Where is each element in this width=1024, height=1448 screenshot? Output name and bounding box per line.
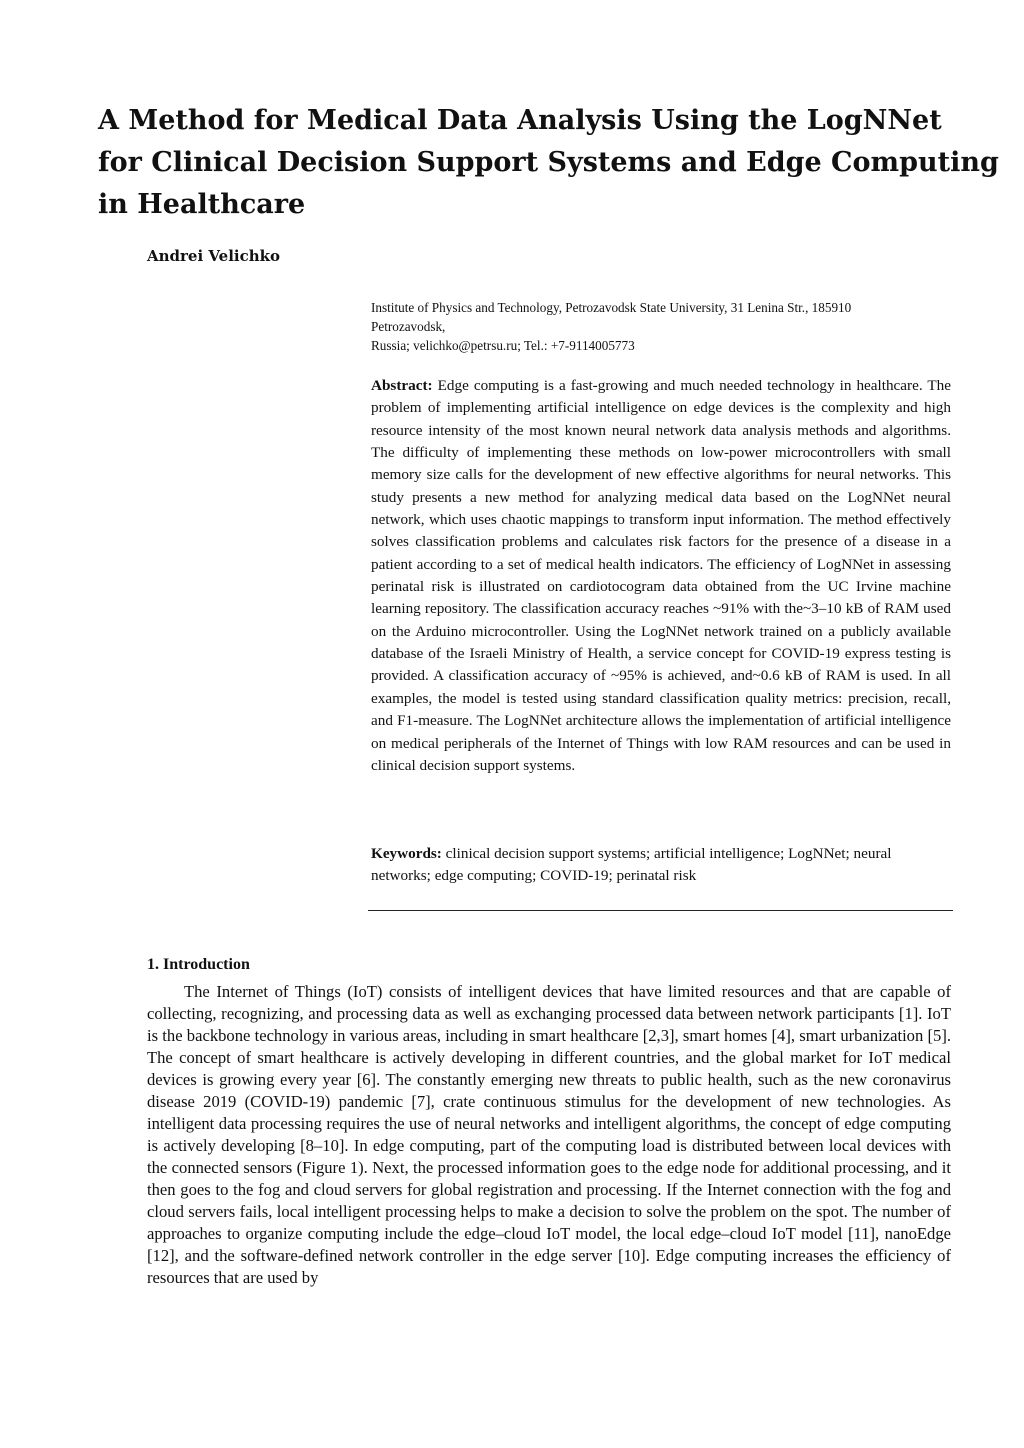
title-line: in Healthcare bbox=[98, 189, 306, 220]
introduction-paragraph: The Internet of Things (IoT) consists of intelligent devices that have limited resources and that are capable of collecting, recognizing, and processing data as well as exchanging processed data between network participants [1]. IoT is the backbone technology in various areas, including in smart healthcare [2,3], smart homes [4], smart urbanization [5]. The concept of smart healthcare is actively developing in different countries, and the global market for IoT medical devices is growing every year [6]. The constantly emerging new threats to public health, such as the new coronavirus disease 2019 (COVID-19) pandemic [7], crate continuous stimulus for the development of new technologies. As intelligent data processing requires the use of neural networks and intelligent algorithms, the concept of edge computing is actively developing [8–10]. In edge computing, part of the computing load is distributed between local devices with the connected sensors (Figure 1). Next, the processed information goes to the edge node for additional processing, and it then goes to the fog and cloud servers for global registration and processing. If the Internet connection with the fog and cloud servers fails, local intelligent processing helps to make a decision to solve the problem on the spot. The number of approaches to organize computing include the edge–cloud IoT model, the local edge–cloud IoT model [11], nanoEdge [12], and the software-defined network controller in the edge server [10]. Edge computing increases the efficiency of resources that are used by bbox=[147, 982, 951, 1287]
affiliation-line: Petrozavodsk, bbox=[371, 319, 446, 334]
affiliation-line: Institute of Physics and Technology, Petrozavodsk State University, 31 Lenina Str., 185910 bbox=[371, 300, 852, 315]
affiliation bbox=[371, 298, 951, 355]
section-heading-introduction: 1. Introduction bbox=[147, 956, 250, 973]
keywords-text: clinical decision support systems; artificial intelligence; LogNNet; neural networks; edge computing; COVID-19; perinatal risk bbox=[371, 845, 892, 885]
title-line: A Method for Medical Data Analysis Using the LogNNet bbox=[98, 105, 942, 136]
keywords bbox=[371, 843, 951, 888]
abstract-label: Abstract: bbox=[371, 377, 433, 394]
title-line: for Clinical Decision Support Systems and Edge Computing bbox=[98, 147, 999, 178]
section-divider bbox=[368, 910, 953, 911]
author-name: Andrei Velichko bbox=[147, 247, 281, 265]
abstract-text: Edge computing is a fast-growing and much needed technology in healthcare. The problem of implementing artificial intelligence on edge devices is the complexity and high resource intensity of the most known neural network data analysis methods and algorithms. The difficulty of implementing these methods on low-power microcontrollers with small memory size calls for the development of new effective algorithms for neural networks. This study presents a new method for analyzing medical data based on the LogNNet neural network, which uses chaotic mappings to transform input information. The method effectively solves classification problems and calculates risk factors for the presence of a disease in a patient according to a set of medical health indicators. The efficiency of LogNNet in assessing perinatal risk is illustrated on cardiotocogram data obtained from the UC Irvine machine learning repository. The classification accuracy reaches ~91% with the~3–10 kB of RAM used on the Arduino microcontroller. Using the LogNNet network trained on a publicly available database of the Israeli Ministry of Health, a service concept for COVID-19 express testing is provided. A classification accuracy of ~95% is achieved, and~0.6 kB of RAM is used. In all examples, the model is tested using standard classification quality metrics: precision, recall, and F1-measure. The LogNNet architecture allows the implementation of artificial intelligence on medical peripherals of the Internet of Things with low RAM resources and can be used in clinical decision support systems. bbox=[371, 377, 951, 774]
keywords-label: Keywords: bbox=[371, 845, 442, 862]
affiliation-line: Russia; velichko@petrsu.ru; Tel.: +7-9114005773 bbox=[371, 338, 635, 353]
paper-title bbox=[98, 100, 999, 226]
abstract bbox=[371, 375, 951, 777]
